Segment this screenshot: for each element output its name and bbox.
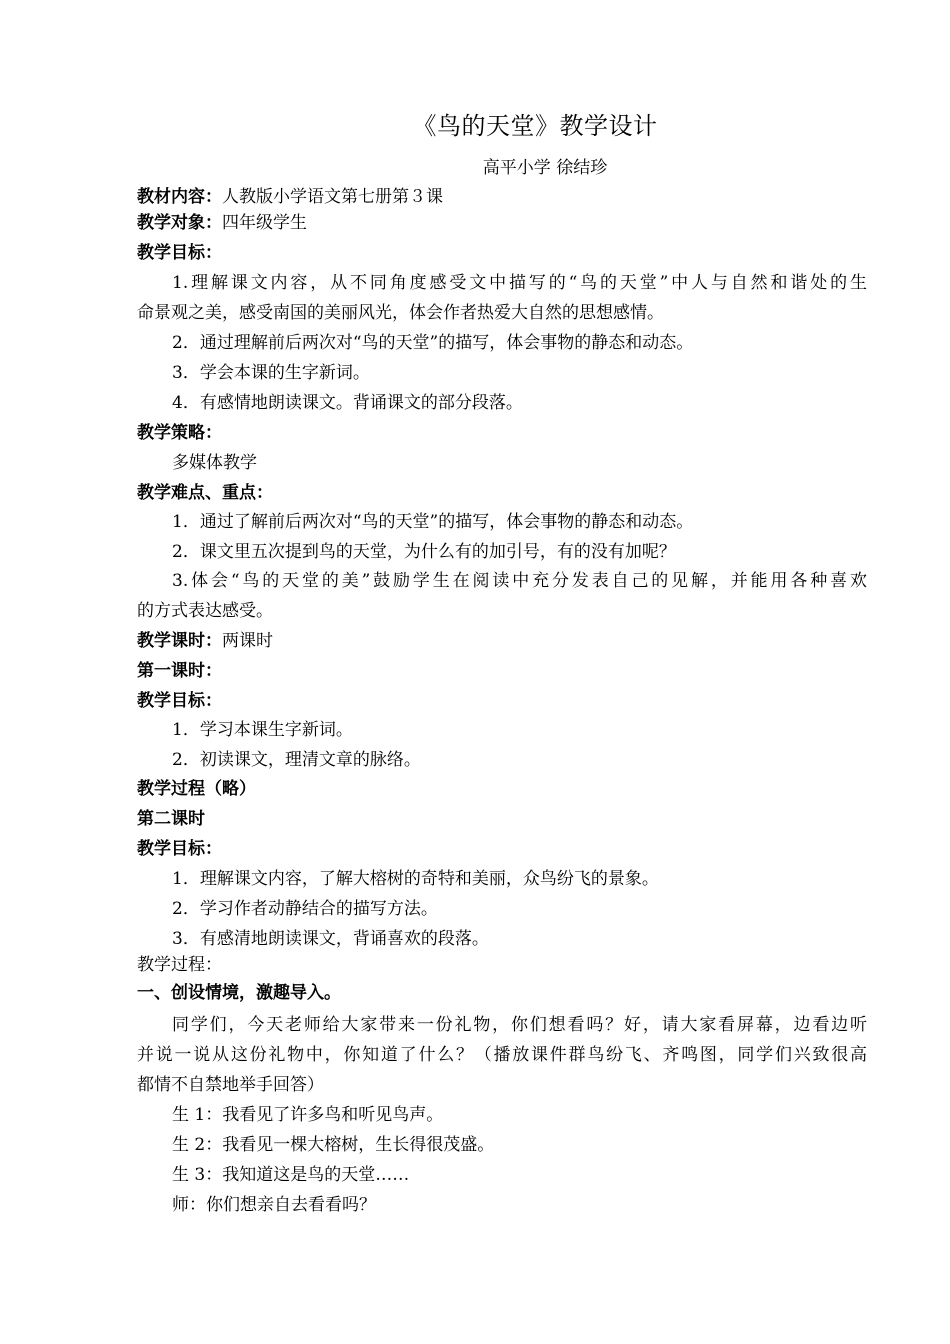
object-line [137, 208, 867, 238]
author-line: 高平小学 徐结珍 [482, 158, 608, 178]
process-label: 教学过程： [137, 955, 222, 975]
object-value: 四年级学生 [222, 213, 307, 233]
strategy-value: 多媒体教学 [172, 453, 257, 473]
material-label: 教材内容： [137, 187, 222, 207]
lesson-1-goals-heading: 教学目标： [137, 691, 222, 711]
goal-1-line-2: 命景观之美，感受南国的美丽风光，体会作者热爱大自然的思想感情。 [137, 303, 664, 323]
lesson-2-goal-1: 1．理解课文内容，了解大榕树的奇特和美丽，众鸟纷飞的景象。 [172, 869, 659, 889]
section-1-heading: 一、创设情境，激趣导入。 [137, 983, 341, 1003]
period-line [137, 626, 867, 656]
goal-1-line-1: 1.理解课文内容，从不同角度感受文中描写的“鸟的天堂”中人与自然和谐处的生 [172, 273, 867, 293]
lesson-2-goals-heading: 教学目标： [137, 839, 222, 859]
student-1-answer: 生 1：我看见了许多鸟和听见鸟声。 [172, 1105, 444, 1125]
lesson-1-process: 教学过程（略） [137, 779, 256, 799]
lesson-2-heading: 第二课时 [137, 809, 205, 829]
teacher-question: 师：你们想亲自去看看吗？ [172, 1195, 376, 1215]
key-point-1: 1．通过了解前后两次对“鸟的天堂”的描写，体会事物的静态和动态。 [172, 512, 694, 532]
goals-heading: 教学目标： [137, 243, 222, 263]
material-value: 人教版小学语文第七册第３课 [222, 187, 443, 207]
paragraph-1-line-1: 同学们，今天老师给大家带来一份礼物，你们想看吗？好，请大家看屏幕，边看边听 [172, 1015, 867, 1035]
student-2-answer: 生 2：我看见一棵大榕树，生长得很茂盛。 [172, 1135, 495, 1155]
object-label: 教学对象： [137, 213, 222, 233]
key-heading: 教学难点、重点： [137, 483, 273, 503]
document-title: 《鸟的天堂》教学设计 [412, 112, 658, 140]
strategy-heading: 教学策略： [137, 423, 222, 443]
lesson-2-goal-3: 3．有感清地朗读课文，背诵喜欢的段落。 [172, 929, 489, 949]
key-point-3-line-2: 的方式表达感受。 [137, 601, 273, 621]
lesson-1-heading: 第一课时： [137, 661, 222, 681]
period-label: 教学课时： [137, 631, 222, 651]
key-point-2: 2．课文里五次提到鸟的天堂，为什么有的加引号，有的没有加呢？ [172, 542, 676, 562]
goal-2: 2．通过理解前后两次对“鸟的天堂”的描写，体会事物的静态和动态。 [172, 333, 694, 353]
lesson-1-goal-2: 2．初读课文，理清文章的脉络。 [172, 750, 421, 770]
goal-3: 3．学会本课的生字新词。 [172, 363, 370, 383]
lesson-1-goal-1: 1．学习本课生字新词。 [172, 720, 353, 740]
goal-4: 4．有感情地朗读课文。背诵课文的部分段落。 [172, 393, 523, 413]
period-value: 两课时 [222, 631, 273, 651]
paragraph-1-line-3: 都情不自禁地举手回答） [137, 1075, 324, 1095]
student-3-answer: 生 3：我知道这是鸟的天堂…… [172, 1165, 410, 1185]
paragraph-1-line-2: 并说一说从这份礼物中，你知道了什么？（播放课件群鸟纷飞、齐鸣图，同学们兴致很高 [137, 1045, 867, 1065]
lesson-2-goal-2: 2．学习作者动静结合的描写方法。 [172, 899, 438, 919]
key-point-3-line-1: 3.体会“鸟的天堂的美”鼓励学生在阅读中充分发表自己的见解，并能用各种喜欢 [172, 571, 867, 591]
